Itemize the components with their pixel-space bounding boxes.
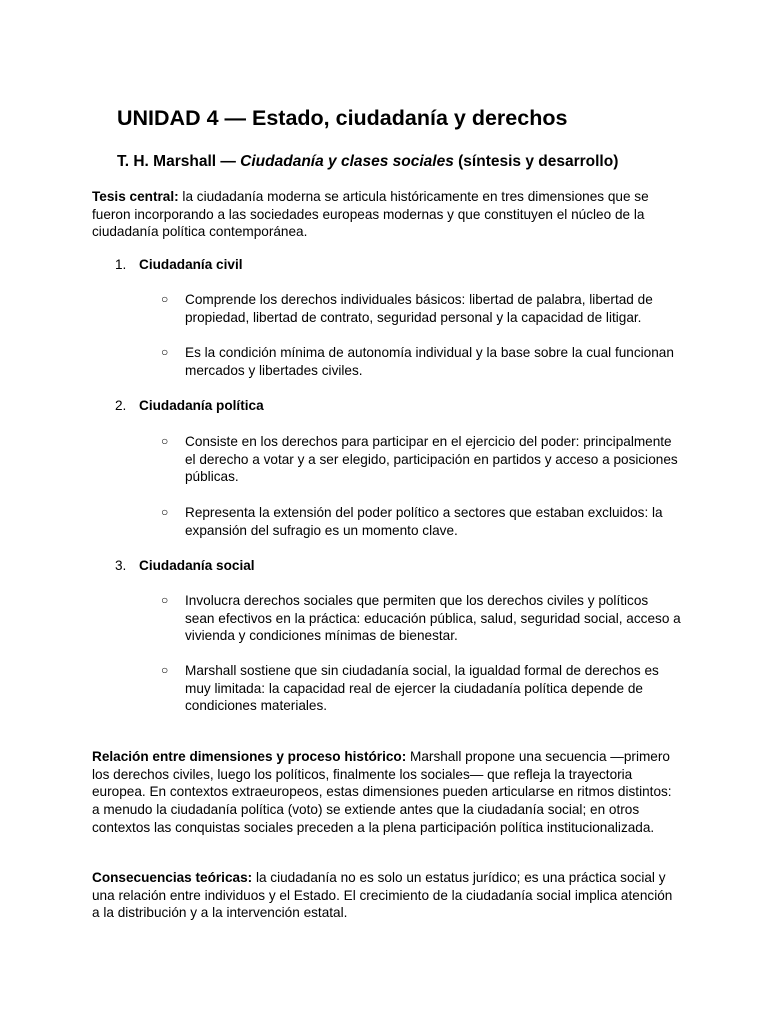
circle-bullet-icon: ○: [161, 345, 169, 359]
consequences-paragraph: [92, 869, 682, 922]
page-subtitle: [117, 153, 618, 171]
list-item: [161, 592, 681, 645]
bullet-text: Comprende los derechos individuales básicos: libertad de palabra, libertad de propiedad, libertad de contrato, seguridad personal y la capacidad de litigar.: [185, 292, 653, 325]
thesis-paragraph: [92, 188, 682, 241]
list-item: [161, 344, 681, 379]
page-title: UNIDAD 4 — Estado, ciudadanía y derechos: [117, 106, 568, 130]
bullet-text: Consiste en los derechos para participar en el ejercicio del poder: principalmente el derecho a votar y a ser elegido, participación en partidos y acceso a posiciones públicas.: [185, 434, 678, 485]
section-title: Ciudadanía civil: [139, 257, 243, 272]
list-item: [161, 662, 681, 715]
thesis-text: la ciudadanía moderna se articula históricamente en tres dimensiones que se fueron incorporando a las sociedades europeas modernas y que constituyen el núcleo de la ciudadanía política contemporánea.: [92, 189, 649, 240]
relation-text: Marshall propone una secuencia —primero los derechos civiles, luego los políticos, finalmente los sociales— que refleja la trayectoria europea. En contextos extraeuropeos, estas dimensiones pueden articularse en ritmos distintos: a menudo la ciudadanía política (voto) se extiende antes que la ciudadanía social; en otros contextos las conquistas sociales preceden a la plena participación política institucionalizada.: [92, 749, 672, 835]
thesis-label: Tesis central:: [92, 189, 179, 204]
section-number: 1.: [115, 257, 127, 272]
subtitle-note: (síntesis y desarrollo): [453, 153, 619, 170]
bullet-text: Es la condición mínima de autonomía individual y la base sobre la cual funcionan mercados y libertades civiles.: [185, 345, 674, 378]
relation-label: Relación entre dimensiones y proceso histórico:: [92, 749, 407, 764]
section-civil-heading: [115, 256, 243, 274]
section-title: Ciudadanía política: [139, 398, 264, 413]
circle-bullet-icon: ○: [161, 663, 169, 677]
bullet-text: Involucra derechos sociales que permiten que los derechos civiles y políticos sean efectivos en la práctica: educación pública, salud, seguridad social, acceso a vivienda y condiciones mínimas de bienestar.: [185, 593, 681, 644]
list-item: [161, 504, 681, 539]
bullet-text: Marshall sostiene que sin ciudadanía social, la igualdad formal de derechos es muy limitada: la capacidad real de ejercer la ciudadanía política depende de condiciones materiales.: [185, 663, 659, 714]
consequences-label: Consecuencias teóricas:: [92, 870, 253, 885]
section-political-heading: [115, 397, 264, 415]
list-item: [161, 433, 681, 486]
circle-bullet-icon: ○: [161, 292, 169, 306]
circle-bullet-icon: ○: [161, 434, 169, 448]
section-title: Ciudadanía social: [139, 558, 255, 573]
section-number: 2.: [115, 398, 127, 413]
section-social-heading: [115, 557, 255, 575]
section-number: 3.: [115, 558, 127, 573]
subtitle-work: Ciudadanía y clases sociales: [240, 153, 454, 170]
bullet-text: Representa la extensión del poder político a sectores que estaban excluidos: la expansión del sufragio es un momento clave.: [185, 505, 663, 538]
consequences-text: la ciudadanía no es solo un estatus jurídico; es una práctica social y una relación entre individuos y el Estado. El crecimiento de la ciudadanía social implica atención a la distribución y a la intervención estatal.: [92, 870, 673, 921]
list-item: [161, 291, 681, 326]
subtitle-author: T. H. Marshall —: [117, 153, 241, 170]
circle-bullet-icon: ○: [161, 505, 169, 519]
relation-paragraph: [92, 748, 682, 837]
circle-bullet-icon: ○: [161, 593, 169, 607]
